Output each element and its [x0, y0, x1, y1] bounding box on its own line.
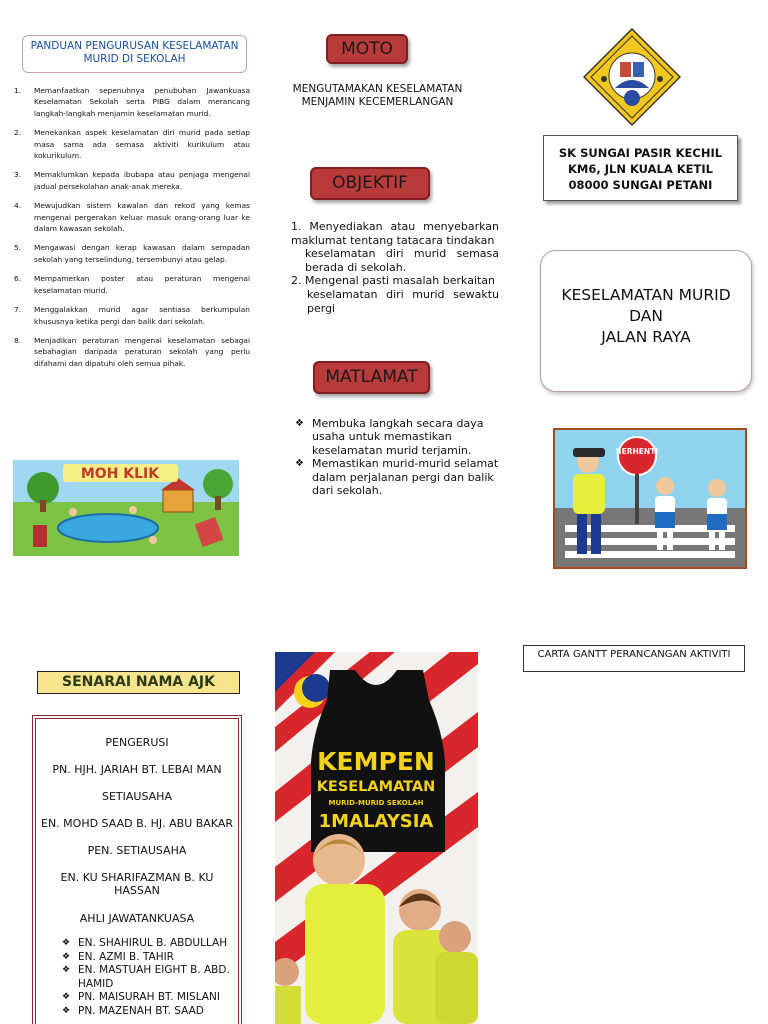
members-list — [40, 937, 234, 1018]
list-item — [62, 991, 234, 1005]
diamond-bullet-icon: ❖ — [295, 458, 304, 470]
objektif-item-1-cont: keselamatan diri murid semasa berada di sekolah. — [305, 247, 499, 274]
diamond-bullet-icon: ❖ — [62, 938, 71, 948]
school-name: SK SUNGAI PASIR KECHIL — [558, 146, 723, 160]
item-text: Menggalakkan murid agar sentiasa berkumpulan khususnya ketika pergi dan balik dari sekolah. — [34, 305, 250, 326]
item-number: 8. — [14, 335, 22, 345]
item-number: 1. — [14, 86, 22, 95]
list-item — [14, 85, 250, 119]
item-text: Menekankan aspek keselamatan diri murid pada setiap masa sama ada semasa aktiviti kurikulum atau kokurikulum. — [34, 128, 250, 161]
member-name: PN. MAISURAH BT. MISLANI — [78, 991, 220, 1003]
brochure-title-box — [540, 250, 752, 392]
objektif-label — [310, 167, 430, 200]
banner-text: MOH KLIK — [80, 466, 160, 482]
brochure-title-line-1: KESELAMATAN MURID — [561, 286, 731, 304]
list-item — [14, 335, 250, 369]
list-item — [14, 127, 250, 161]
campaign-poster — [275, 652, 478, 1024]
poster-line-3: MURID-MURID SEKOLAH — [328, 799, 424, 807]
moto-line-2: MENJAMIN KECEMERLANGAN — [301, 96, 454, 108]
list-item — [14, 273, 250, 296]
item-text: Mengawasi dengan kerap kawasan dalam sempadan sekolah yang terselindung, tersembunyi atau gelap. — [34, 243, 250, 264]
diamond-bullet-icon: ❖ — [62, 1005, 71, 1016]
role-person: EN. KU SHARIFAZMAN B. KU HASSAN — [60, 871, 214, 897]
poster-line-1: KEMPEN — [317, 747, 435, 776]
moto-line-1: MENGUTAMAKAN KESELAMATAN — [292, 83, 463, 95]
role-person: PN. HJH. JARIAH BT. LEBAI MAN — [52, 763, 222, 776]
ajk-heading — [37, 671, 240, 694]
gantt-label-text: CARTA GANTT PERANCANGAN AKTIVITI — [537, 649, 731, 660]
role-person: EN. MOHD SAAD B. HJ. ABU BAKAR — [41, 817, 233, 830]
list-item — [14, 200, 250, 234]
school-address-line: KM6, JLN KUALA KETIL — [567, 162, 713, 176]
role-title: PEN. SETIAUSAHA — [87, 844, 187, 857]
gantt-chart-label — [523, 645, 745, 672]
item-text: Mempamerkan poster atau peraturan mengenai keselamatan murid. — [34, 274, 250, 295]
moto-label-text: MOTO — [341, 39, 393, 59]
moto-text — [280, 83, 475, 109]
matlamat-label — [313, 361, 430, 394]
school-logo — [583, 28, 681, 126]
list-item — [14, 169, 250, 192]
matlamat-list — [293, 417, 501, 497]
item-number: 7. — [14, 305, 22, 315]
panduan-title: PANDUAN PENGURUSAN KESELAMATAN MURID DI SEKOLAH — [30, 40, 239, 65]
list-item — [62, 1005, 234, 1019]
list-item — [62, 937, 234, 951]
role-title: SETIAUSAHA — [102, 790, 172, 803]
objektif-item-2-cont: keselamatan diri murid sewaktu pergi — [307, 287, 499, 315]
playground-illustration — [13, 460, 239, 556]
diamond-bullet-icon: ❖ — [62, 965, 71, 975]
objektif-label-text: OBJEKTIF — [332, 173, 408, 193]
list-item — [62, 951, 234, 965]
diamond-bullet-icon: ❖ — [62, 992, 71, 1002]
item-number: 6. — [14, 274, 22, 284]
ajk-committee-box — [32, 715, 242, 1024]
item-number: 3. — [14, 170, 22, 180]
list-item — [14, 304, 250, 327]
list-item — [14, 242, 250, 265]
poster-line-2: KESELAMATAN — [316, 779, 436, 795]
school-address-box — [543, 135, 738, 201]
panduan-list — [14, 85, 250, 377]
list-item — [62, 964, 234, 991]
member-name: PN. MAZENAH BT. SAAD — [78, 1004, 204, 1017]
diamond-bullet-icon: ❖ — [295, 418, 304, 429]
item-number: 4. — [14, 201, 22, 211]
item-text: Mewujudkan sistem kawalan dan rekod yang kemas mengenai pergerakan keluar masuk orang-orang luar ke dalam kawasan sekolah. — [34, 201, 250, 234]
objektif-item-1: 1. Menyediakan atau menyebarkan maklumat tentang tatacara tindakan — [291, 220, 499, 247]
matlamat-item: Membuka langkah secara daya usaha untuk memastikan keselamatan murid terjamin. — [312, 417, 484, 457]
poster-line-4: 1MALAYSIA — [318, 811, 434, 832]
diamond-bullet-icon: ❖ — [62, 951, 71, 962]
objektif-list — [291, 220, 499, 332]
member-name: EN. AZMI B. TAHIR — [78, 950, 174, 963]
moto-label — [326, 34, 408, 64]
brochure-title-line-3: JALAN RAYA — [601, 328, 691, 346]
member-name: EN. MASTUAH EIGHT B. ABD. HAMID — [78, 964, 230, 990]
list-item — [293, 417, 501, 457]
matlamat-label-text: MATLAMAT — [325, 367, 418, 387]
stop-sign-text: BERHENTI — [615, 447, 659, 456]
list-item — [293, 457, 501, 497]
matlamat-item: Memastikan murid-murid selamat dalam perjalanan pergi dan balik dari sekolah. — [312, 457, 499, 498]
member-name: EN. SHAHIRUL B. ABDULLAH — [78, 937, 228, 949]
school-postcode-line: 08000 SUNGAI PETANI — [568, 178, 713, 192]
ajk-heading-text: SENARAI NAMA AJK — [62, 674, 215, 690]
item-text: Memaklumkan kepada ibubapa atau penjaga mengenai jadual persekolahan anak-anak mereka. — [34, 170, 250, 191]
crossing-illustration — [553, 428, 747, 569]
members-heading: AHLI JAWATANKUASA — [79, 912, 195, 925]
brochure-title-line-2: DAN — [629, 307, 663, 325]
item-text: Memanfaatkan sepenuhnya penubuhan Jawankuasa Keselamatan Sekolah serta PIBG dalam merancang langkah-langkah menjamin keselamatan murid. — [34, 86, 250, 118]
item-number: 2. — [14, 128, 22, 138]
objektif-item-2: 2. Mengenal pasti masalah berkaitan — [291, 274, 496, 288]
panduan-title-box — [22, 35, 247, 73]
role-title: PENGERUSI — [105, 736, 169, 749]
item-number: 5. — [14, 243, 22, 253]
item-text: Menjadikan peraturan mengenai keselamatan sebagai sebahagian daripada peraturan sekolah yang perlu difahami dan dipatuhi oleh semua pihak. — [34, 335, 250, 368]
